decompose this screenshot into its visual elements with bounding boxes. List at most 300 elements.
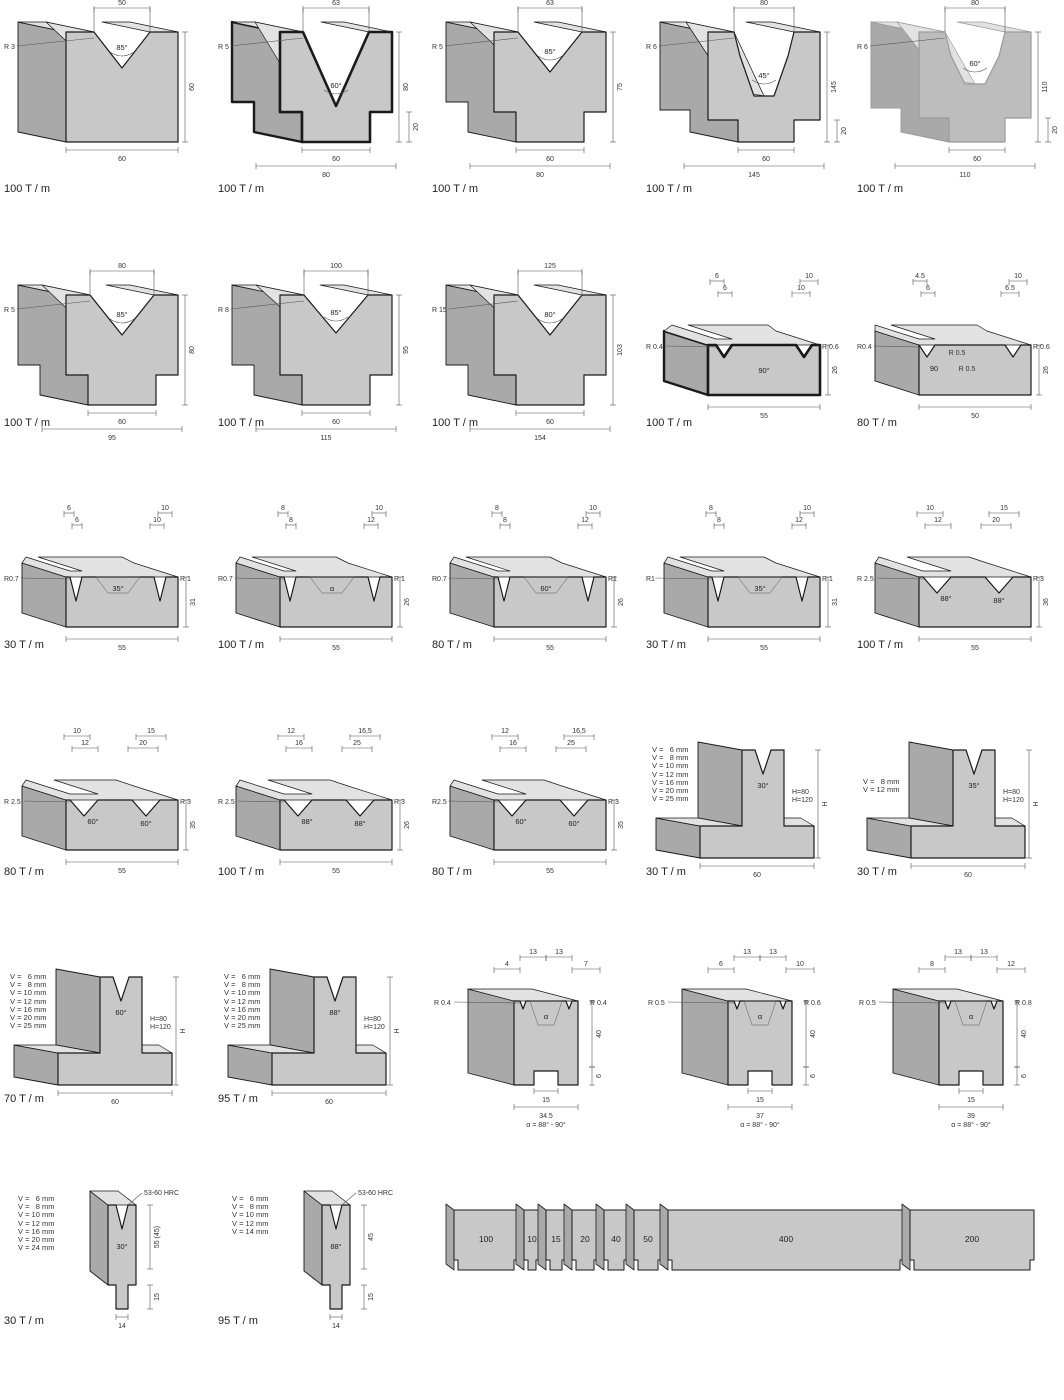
- die-front-face: [108, 1205, 136, 1309]
- die-profile-12: [214, 495, 425, 720]
- die-profile-22: [214, 945, 425, 1170]
- segment-200: [902, 1204, 1034, 1270]
- segment-10: [516, 1204, 540, 1270]
- step-height-dimension-label: 6: [810, 1074, 817, 1078]
- die-profile-14: [642, 495, 853, 720]
- die-profile-6: [0, 263, 211, 488]
- die-profile-24: [642, 945, 853, 1170]
- radius-label-left: R 2.5: [4, 799, 21, 806]
- segment-side-face: [902, 1204, 910, 1270]
- die-drawing: [853, 945, 1064, 1129]
- radius-label-right: R 1: [180, 576, 191, 583]
- radius-label: R 6: [646, 44, 657, 51]
- capacity-label: 100 T / m: [218, 183, 265, 195]
- capacity-label: 30 T / m: [646, 639, 686, 651]
- height-dimension-label: H: [180, 1028, 187, 1034]
- capacity-label: 80 T / m: [4, 866, 44, 878]
- base-width-dimension-label: 55: [332, 868, 340, 875]
- groove-dimension-d-label: 20: [992, 517, 1000, 524]
- die-top-face: [534, 22, 606, 32]
- die-drawing: [853, 0, 1064, 180]
- segment-label: 40: [611, 1234, 621, 1244]
- die-side-face: [18, 22, 66, 142]
- height-dimension-label: 26: [404, 821, 411, 829]
- radius-label-right: R 1: [394, 576, 405, 583]
- radius-label-right: R 3: [394, 799, 405, 806]
- die-profile-23: [428, 945, 639, 1170]
- slot-width-dimension-label: 15: [756, 1097, 764, 1104]
- groove-dimension-b-label: 12: [81, 740, 89, 747]
- base-width-dimension-label: 60: [332, 156, 340, 163]
- capacity-label: 100 T / m: [432, 183, 479, 195]
- v-angle-label: 88°: [301, 817, 313, 826]
- height-dimension-label: 145: [831, 81, 838, 93]
- angle-arc: [538, 56, 562, 60]
- height-option-2: H=120: [150, 1024, 171, 1031]
- groove-dimension-d-label: 10: [796, 961, 804, 968]
- base-width-dimension-label: 55: [118, 645, 126, 652]
- die-drawing: [642, 263, 853, 443]
- segment-label: 400: [778, 1234, 794, 1244]
- top-opening-dimension-label: 125: [544, 263, 556, 270]
- base-width-dimension-label: 60: [762, 156, 770, 163]
- die-drawing: [214, 263, 425, 443]
- segmented-die-set: [440, 1200, 1040, 1290]
- segment-side-face: [596, 1204, 604, 1270]
- radius-label-left: R0.7: [432, 576, 447, 583]
- segment-50: [626, 1204, 662, 1270]
- die-profile-26: [0, 1175, 211, 1400]
- overall-width-dimension-label: 115: [320, 435, 332, 442]
- hardness-label: 53-60 HRC: [358, 1190, 394, 1197]
- die-profile-27: [214, 1175, 425, 1400]
- overall-width-dimension-label: 145: [748, 172, 760, 179]
- base-width-dimension-label: 55: [332, 645, 340, 652]
- v-opening-list: V = 6 mm V = 8 mm V = 10 mm V = 12 mm V = 16 mm V = 20 mm V = 24 mm: [18, 1194, 55, 1253]
- radius-label-left: R 2.5: [218, 799, 235, 806]
- overall-width-dimension-label: 154: [534, 435, 546, 442]
- top-opening-dimension-label: 63: [332, 0, 340, 7]
- v-angle-label: 85°: [330, 308, 342, 317]
- radius-label-right: R1: [608, 576, 617, 583]
- die-profile-21: [0, 945, 211, 1170]
- die-profile-2: [214, 0, 425, 225]
- segment-label: 20: [580, 1234, 590, 1244]
- v-opening-list: V = 8 mm V = 12 mm: [863, 777, 900, 795]
- base-width-dimension-label: 39: [967, 1113, 975, 1120]
- height-option-1: H=80: [150, 1016, 167, 1023]
- segment-side-face: [446, 1204, 454, 1270]
- v-angle-label: 90: [929, 364, 939, 373]
- v-angle-label: α: [968, 1012, 974, 1021]
- overall-width-dimension-label: 110: [959, 172, 971, 179]
- die-drawing: [0, 0, 211, 180]
- groove-dimension-c-label: 10: [375, 505, 383, 512]
- height-dimension-label: 110: [1042, 81, 1049, 93]
- groove-dimension-c-label: 15: [147, 728, 155, 735]
- die-top-face: [957, 22, 1031, 32]
- v-angle-label: α: [329, 584, 335, 593]
- height-dimension-label: 95: [403, 346, 410, 354]
- die-top-face: [534, 285, 606, 295]
- die-profile-20: [853, 718, 1064, 943]
- die-side-face: [682, 989, 728, 1085]
- v-angle-label: 60°: [969, 59, 981, 68]
- height-option-2: H=120: [792, 797, 813, 804]
- step-height-dimension-label: 20: [413, 123, 420, 131]
- radius-label-left: R 0.5: [648, 1000, 665, 1007]
- height-dimension-label: 35: [618, 821, 625, 829]
- segment-side-face: [538, 1204, 546, 1270]
- inner-radius-label-2: R 0.5: [958, 366, 976, 373]
- die-profile-9: [642, 263, 853, 488]
- die-top-face: [102, 22, 178, 32]
- v-angle-label-2: 88°: [354, 819, 366, 828]
- v-opening-list: V = 6 mm V = 8 mm V = 10 mm V = 12 mm V = 16 mm V = 20 mm V = 25 mm: [10, 972, 47, 1031]
- v-angle-label: 80°: [544, 310, 556, 319]
- web-side-face: [909, 742, 953, 826]
- radius-label-right: R 0.6: [1033, 344, 1050, 351]
- radius-label-right: R 3: [608, 799, 619, 806]
- v-opening-list: V = 6 mm V = 8 mm V = 10 mm V = 12 mm V = 16 mm V = 20 mm V = 25 mm: [652, 745, 689, 804]
- die-drawing: [428, 263, 639, 443]
- groove-dimension-a-label: 6: [67, 505, 71, 512]
- radius-label-right: R 3: [180, 799, 191, 806]
- alpha-range-label: α = 88° - 90°: [526, 1122, 566, 1129]
- capacity-label: 100 T / m: [646, 417, 693, 429]
- die-side-face: [90, 1191, 108, 1285]
- base-width-dimension-label: 60: [973, 156, 981, 163]
- groove-dimension-a-label: 4.5: [915, 273, 925, 280]
- base-width-dimension-label: 60: [111, 1099, 119, 1106]
- v-angle-label-2: 60°: [140, 819, 152, 828]
- slot-width-dimension-label: 15: [542, 1097, 550, 1104]
- die-side-face: [893, 989, 939, 1085]
- capacity-label: 95 T / m: [218, 1315, 258, 1327]
- height-dimension-label: 40: [596, 1030, 603, 1038]
- step-height-dimension-label: 6: [1021, 1074, 1028, 1078]
- die-profile-18: [428, 718, 639, 943]
- base-width-dimension-label: 55: [971, 645, 979, 652]
- die-top-face: [746, 22, 820, 32]
- groove-dimension-a-label: 8: [281, 505, 285, 512]
- radius-label-right: R 0.4: [590, 1000, 607, 1007]
- base-width-dimension-label: 60: [964, 872, 972, 879]
- die-profile-11: [0, 495, 211, 720]
- radius-label-left: R 0.5: [859, 1000, 876, 1007]
- die-top-face: [320, 285, 392, 295]
- groove-dimension-b-label: 16: [509, 740, 517, 747]
- alpha-range-label: α = 88° - 90°: [951, 1122, 991, 1129]
- v-angle-label: 60°: [87, 817, 99, 826]
- groove-dimension-a-label: 4: [505, 961, 509, 968]
- groove-dimension-a-label: 8: [709, 505, 713, 512]
- radius-label-right: R 0.8: [1015, 1000, 1032, 1007]
- v-angle-label: 60°: [115, 1008, 127, 1017]
- groove-dimension-d-label: 25: [353, 740, 361, 747]
- capacity-label: 100 T / m: [4, 183, 51, 195]
- overall-width-dimension-label: 95: [108, 435, 116, 442]
- radius-label-left: R0.7: [218, 576, 233, 583]
- v-angle-label: 35°: [968, 781, 980, 790]
- groove-dimension-c-label: 15: [1000, 505, 1008, 512]
- angle-arc: [110, 319, 134, 323]
- groove-dimension-d-label: 12: [795, 517, 803, 524]
- radius-label-right: R 0.6: [822, 344, 839, 351]
- die-drawing: [642, 0, 853, 180]
- height-dimension-label: 26: [832, 366, 839, 374]
- base-width-dimension-label: 60: [546, 156, 554, 163]
- base-width-dimension-label: 50: [971, 413, 979, 420]
- segment-15: [538, 1204, 566, 1270]
- die-profile-7: [214, 263, 425, 488]
- capacity-label: 80 T / m: [857, 417, 897, 429]
- height-dimension-label: 31: [190, 598, 197, 606]
- segment-40: [596, 1204, 628, 1270]
- capacity-label: 100 T / m: [857, 639, 904, 651]
- segment-label: 100: [478, 1234, 494, 1244]
- die-profile-4: [642, 0, 853, 225]
- height-dimension-label: 40: [1021, 1030, 1028, 1038]
- base-width-dimension-label: 37: [756, 1113, 764, 1120]
- die-front-face: [66, 800, 178, 850]
- radius-label: R 5: [432, 44, 443, 51]
- top-opening-dimension-label: 80: [971, 0, 979, 7]
- radius-label-left: R 0.4: [646, 344, 663, 351]
- angle-arc: [538, 319, 562, 323]
- top-opening-dimension-label: 80: [760, 0, 768, 7]
- capacity-label: 100 T / m: [218, 417, 265, 429]
- v-angle-label: 60°: [330, 81, 342, 90]
- groove-dimension-c-label: 16,5: [572, 728, 586, 735]
- die-drawing: [428, 945, 639, 1129]
- capacity-label: 100 T / m: [857, 183, 904, 195]
- die-top-face: [321, 22, 392, 32]
- base-width-dimension-label: 14: [332, 1323, 340, 1330]
- v-angle-label-2: 60°: [568, 819, 580, 828]
- height-dimension-label: 80: [189, 346, 196, 354]
- height-dimension-label: 40: [810, 1030, 817, 1038]
- groove-dimension-d-label: 12: [1007, 961, 1015, 968]
- height-dimension-label: 31: [832, 598, 839, 606]
- height-dimension-label: 75: [617, 83, 624, 91]
- alpha-range-label: α = 88° - 90°: [740, 1122, 780, 1129]
- segment-20: [564, 1204, 598, 1270]
- radius-label: R 5: [4, 307, 15, 314]
- die-profile-17: [214, 718, 425, 943]
- die-profile-10: [853, 263, 1064, 488]
- die-front-face: [280, 800, 392, 850]
- groove-dimension-d-label: 7: [584, 961, 588, 968]
- height-dimension-label: 45: [368, 1233, 375, 1241]
- capacity-label: 80 T / m: [432, 866, 472, 878]
- segment-400: [660, 1204, 904, 1270]
- groove-dimension-c-label: 16,5: [358, 728, 372, 735]
- segment-label: 15: [551, 1234, 561, 1244]
- v-angle-label: α: [543, 1012, 549, 1021]
- die-front-face: [494, 800, 606, 850]
- radius-label-left: R 0.4: [434, 1000, 451, 1007]
- groove-dimension-d-label: 12: [367, 517, 375, 524]
- groove-dimension-c-label: 10: [161, 505, 169, 512]
- groove-dimension-d-label: 20: [139, 740, 147, 747]
- die-profile-3: [428, 0, 639, 225]
- height-option-1: H=80: [364, 1016, 381, 1023]
- capacity-label: 30 T / m: [646, 866, 686, 878]
- die-profile-13: [428, 495, 639, 720]
- v-angle-label: 85°: [544, 47, 556, 56]
- groove-dimension-b-label: 13: [954, 949, 962, 956]
- segment-label: 200: [964, 1234, 980, 1244]
- v-opening-list: V = 6 mm V = 8 mm V = 10 mm V = 12 mm V = 16 mm V = 20 mm V = 25 mm: [224, 972, 261, 1031]
- radius-label-left: R1: [646, 576, 655, 583]
- die-side-face: [304, 1191, 322, 1285]
- capacity-label: 95 T / m: [218, 1093, 258, 1105]
- hardness-leader: [342, 1193, 356, 1205]
- capacity-label: 30 T / m: [857, 866, 897, 878]
- base-width-dimension-label: 60: [332, 419, 340, 426]
- groove-dimension-d-label: 6.5: [1005, 285, 1015, 292]
- overall-width-dimension-label: 80: [536, 172, 544, 179]
- step-height-dimension-label: 6: [596, 1074, 603, 1078]
- die-profile-1: [0, 0, 211, 225]
- capacity-label: 100 T / m: [646, 183, 693, 195]
- capacity-label: 30 T / m: [4, 1315, 44, 1327]
- height-dimension-label: H: [822, 801, 829, 807]
- overall-width-dimension-label: 80: [322, 172, 330, 179]
- die-drawing: [853, 263, 1064, 443]
- groove-dimension-a-label: 8: [495, 505, 499, 512]
- height-option-2: H=120: [1003, 797, 1024, 804]
- die-drawing: [0, 263, 211, 443]
- radius-label-left: R0.7: [4, 576, 19, 583]
- die-profile-5: [853, 0, 1064, 225]
- groove-dimension-d-label: 12: [581, 517, 589, 524]
- height-option-1: H=80: [792, 789, 809, 796]
- v-opening-list: V = 6 mm V = 8 mm V = 10 mm V = 12 mm V = 14 mm: [232, 1194, 269, 1236]
- die-front-face: [322, 1205, 350, 1309]
- v-angle-label: 45°: [758, 71, 770, 80]
- v-angle-label: α: [757, 1012, 763, 1021]
- groove-dimension-c-label: 13: [980, 949, 988, 956]
- radius-label: R 3: [4, 44, 15, 51]
- groove-dimension-c-label: 13: [555, 949, 563, 956]
- height-dimension-label: 103: [617, 344, 624, 356]
- radius-label: R 15: [432, 307, 447, 314]
- groove-dimension-a-label: 6: [719, 961, 723, 968]
- base-width-dimension-label: 55: [546, 645, 554, 652]
- top-opening-dimension-label: 100: [330, 263, 342, 270]
- die-profile-15: [853, 495, 1064, 720]
- radius-label-right: R 3: [1033, 576, 1044, 583]
- top-opening-dimension-label: 80: [118, 263, 126, 270]
- inner-radius-label: R 0.5: [948, 350, 966, 357]
- base-width-dimension-label: 60: [118, 156, 126, 163]
- groove-dimension-d-label: 25: [567, 740, 575, 747]
- v-angle-label: 88°: [330, 1242, 342, 1251]
- height-dimension-label: 55 (45): [154, 1225, 161, 1249]
- web-side-face: [698, 742, 742, 826]
- segment-100: [446, 1204, 518, 1270]
- groove-dimension-d-label: 10: [797, 285, 805, 292]
- die-profile-25: [853, 945, 1064, 1170]
- capacity-label: 30 T / m: [4, 639, 44, 651]
- base-width-dimension-label: 34.5: [539, 1113, 553, 1120]
- base-width-dimension-label: 55: [118, 868, 126, 875]
- height-dimension-label: H: [394, 1028, 401, 1034]
- slot-width-dimension-label: 15: [967, 1097, 975, 1104]
- die-drawing: [642, 945, 853, 1129]
- v-angle-label: 85°: [116, 310, 128, 319]
- height-dimension-label: H: [1033, 801, 1040, 807]
- v-angle-label: 60°: [515, 817, 527, 826]
- segment-label: 50: [643, 1234, 653, 1244]
- radius-label: R 5: [218, 44, 229, 51]
- die-side-face: [468, 989, 514, 1085]
- die-top-face: [106, 285, 178, 295]
- angle-arc: [324, 317, 348, 321]
- capacity-label: 100 T / m: [4, 417, 51, 429]
- groove-dimension-b-label: 8: [289, 517, 293, 524]
- groove-dimension-c-label: 10: [805, 273, 813, 280]
- groove-dimension-b-label: 6: [75, 517, 79, 524]
- v-angle-label: 60°: [540, 584, 552, 593]
- height-dimension-label: 35: [190, 821, 197, 829]
- web-side-face: [270, 969, 314, 1053]
- groove-dimension-b-label: 6: [926, 285, 930, 292]
- groove-dimension-c-label: 10: [589, 505, 597, 512]
- capacity-label: 100 T / m: [218, 639, 265, 651]
- height-dimension-label: 60: [189, 83, 196, 91]
- height-dimension-label: 26: [1043, 366, 1050, 374]
- groove-dimension-c-label: 10: [1014, 273, 1022, 280]
- web-side-face: [56, 969, 100, 1053]
- height-dimension-label: 80: [403, 83, 410, 91]
- groove-dimension-b-label: 8: [503, 517, 507, 524]
- groove-dimension-b-label: 12: [934, 517, 942, 524]
- groove-dimension-d-label: 10: [153, 517, 161, 524]
- groove-dimension-c-label: 13: [769, 949, 777, 956]
- base-width-dimension-label: 60: [118, 419, 126, 426]
- die-front-face: [280, 577, 392, 627]
- height-dimension-label: 26: [618, 598, 625, 606]
- step-height-dimension-label: 15: [368, 1293, 375, 1301]
- segment-side-face: [660, 1204, 668, 1270]
- base-width-dimension-label: 55: [760, 413, 768, 420]
- segment-label: 10: [527, 1234, 537, 1244]
- die-profile-8: [428, 263, 639, 488]
- groove-dimension-a-label: 10: [926, 505, 934, 512]
- groove-dimension-b-label: 13: [743, 949, 751, 956]
- hardness-leader: [128, 1193, 142, 1205]
- groove-dimension-b-label: 6: [723, 285, 727, 292]
- v-angle-label: 30°: [757, 781, 769, 790]
- capacity-label: 70 T / m: [4, 1093, 44, 1105]
- die-drawing: [214, 0, 425, 180]
- die-front-face: [919, 577, 1031, 627]
- groove-dimension-a-label: 6: [715, 273, 719, 280]
- radius-label-left: R2.5: [432, 799, 447, 806]
- die-profile-19: [642, 718, 853, 943]
- radius-label-right: R 0.6: [804, 1000, 821, 1007]
- die-profile-16: [0, 718, 211, 943]
- v-angle-label-2: 88°: [993, 596, 1005, 605]
- step-height-dimension-label: 15: [154, 1293, 161, 1301]
- v-angle-label: 88°: [329, 1008, 341, 1017]
- capacity-label: 100 T / m: [432, 417, 479, 429]
- groove-dimension-b-label: 16: [295, 740, 303, 747]
- die-drawing: [428, 0, 639, 180]
